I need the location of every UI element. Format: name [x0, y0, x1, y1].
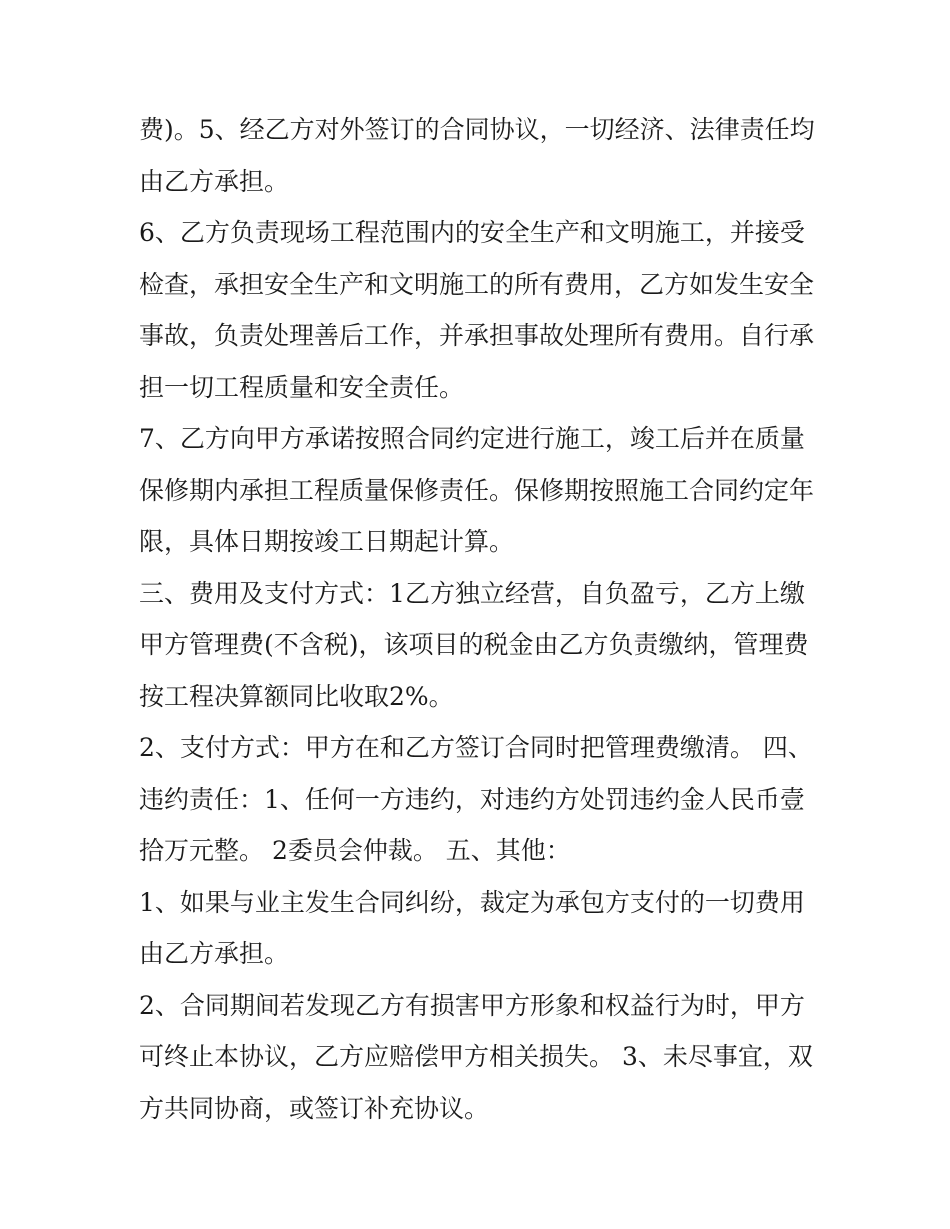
- text-line: 事故，负责处理善后工作，并承担事故处理所有费用。自行承: [139, 321, 815, 350]
- text-line: 7、乙方向甲方承诺按照合同约定进行施工，竣工后并在质量: [139, 424, 805, 453]
- text-line: 保修期内承担工程质量保修责任。保修期按照施工合同约定年: [139, 475, 815, 505]
- text-line: 可终止本协议，乙方应赔偿甲方相关损失。 3、未尽事宜，双: [139, 1042, 813, 1071]
- text-line: 三、费用及支付方式：1乙方独立经营，自负盈亏，乙方上缴: [139, 578, 805, 608]
- text-line: 方共同协商，或签订补充协议。: [139, 1093, 490, 1123]
- text-line: 担一切工程质量和安全责任。: [139, 372, 465, 402]
- text-line: 限，具体日期按竣工日期起计算。: [139, 527, 515, 556]
- text-line: 1、如果与业主发生合同纠纷，裁定为承包方支付的一切费用: [139, 887, 805, 917]
- text-line: 按工程决算额同比收取2%。: [139, 681, 454, 711]
- text-line: 费)。5、经乙方对外签订的合同协议，一切经济、法律责任均: [139, 115, 815, 144]
- contract-text: [139, 104, 819, 1134]
- text-line: 由乙方承担。: [139, 166, 290, 196]
- text-line: 甲方管理费(不含税)，该项目的税金由乙方负责缴纳，管理费: [139, 630, 809, 659]
- text-line: 由乙方承担。: [139, 939, 290, 968]
- text-line: 2、合同期间若发现乙方有损害甲方形象和权益行为时，甲方: [139, 990, 805, 1020]
- text-line: 检查，承担安全生产和文明施工的所有费用，乙方如发生安全: [139, 269, 815, 299]
- text-line: 拾万元整。 2委员会仲裁。 五、其他：: [139, 836, 571, 865]
- text-line: 违约责任：1、任何一方违约，对违约方处罚违约金人民币壹: [139, 784, 805, 814]
- text-line: 2、支付方式：甲方在和乙方签订合同时把管理费缴清。 四、: [139, 733, 813, 762]
- text-line: 6、乙方负责现场工程范围内的安全生产和文明施工，并接受: [139, 218, 805, 247]
